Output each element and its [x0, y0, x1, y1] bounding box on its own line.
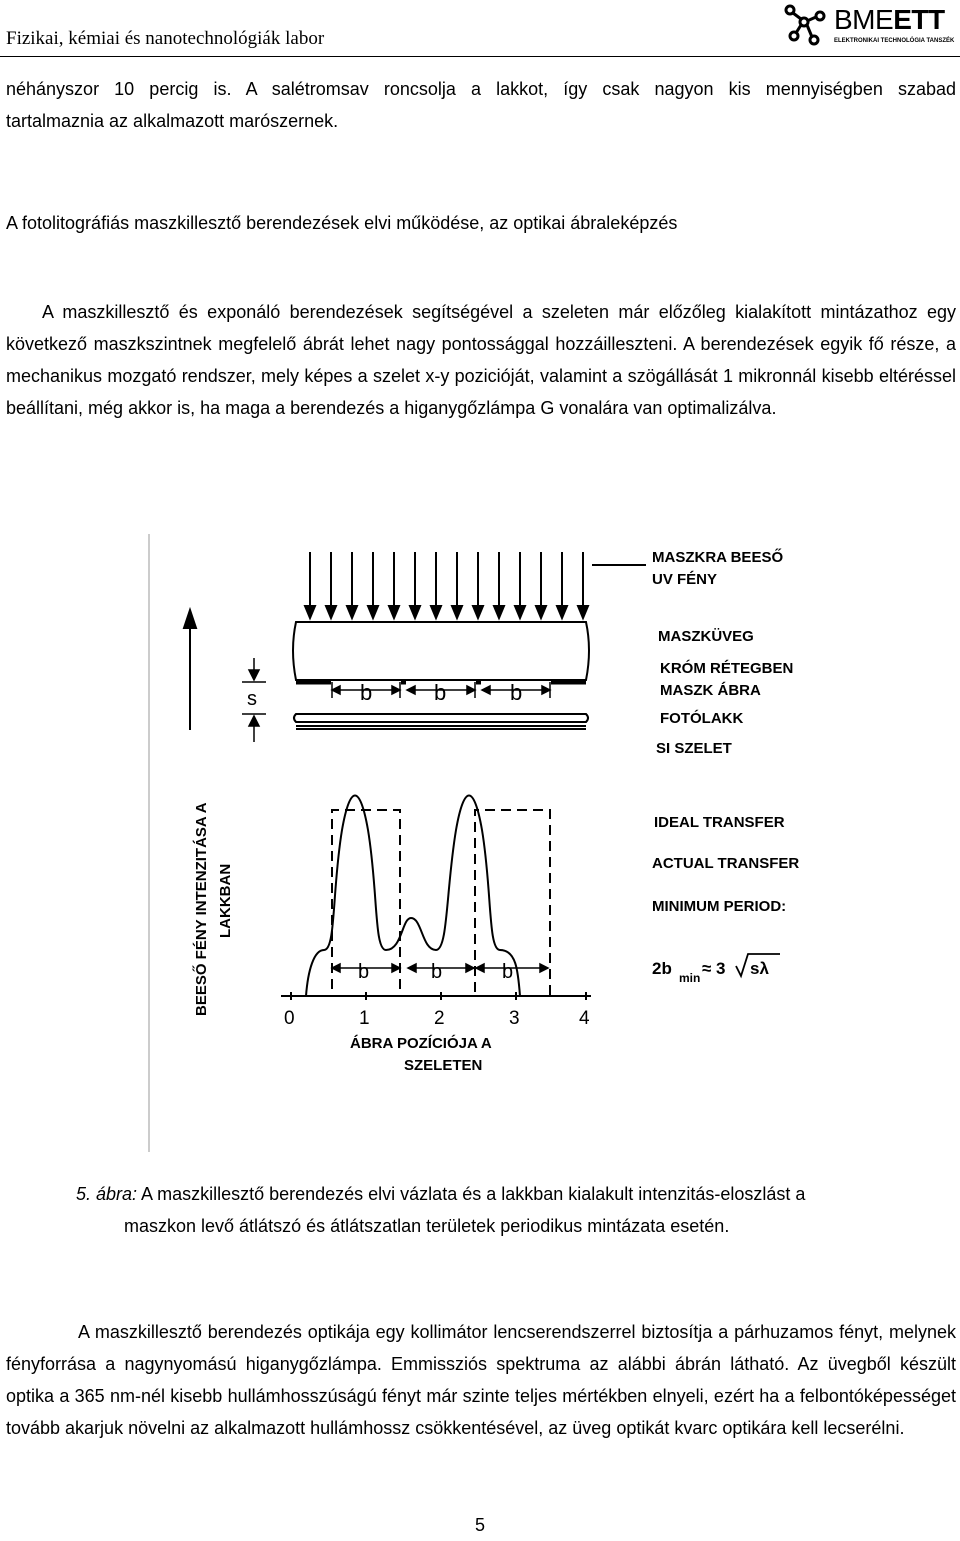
y-axis: [184, 610, 196, 730]
paragraph-mask-aligner: A maszkillesztő és exponáló berendezések segítségével a szeleten már előzőleg kialakított mintázathoz egy következő maszkszintnek megfelelő ábrát lehet nagy pontossággal hozzáilleszteni. A berendezések egyik fő része, a mechanikus mozgató rendszer, mely képes a szelet x-y pozicióját, valamint a szögállását 1 mikronnál kisebb eltéréssel beállítani, még akkor is, ha maga a berendezés a higanygőzlámpa G vonalára van optimalizálva.: [6, 302, 956, 418]
label-incident-uv-2: UV FÉNY: [652, 571, 718, 588]
label-ideal-transfer: IDEAL TRANSFER: [654, 814, 785, 831]
tick-label-2: 2: [434, 1008, 445, 1029]
label-chrome-2: MASZK ÁBRA: [660, 682, 761, 699]
tick-label-4: 4: [579, 1008, 590, 1029]
label-si-wafer: SI SZELET: [656, 740, 732, 757]
label-mask-glass: MASZKÜVEG: [658, 628, 754, 645]
mask-aligner-diagram: [146, 530, 846, 1160]
mask-glass: [293, 622, 589, 680]
x-axis-label-2: SZELETEN: [404, 1057, 483, 1074]
label-photoresist: FOTÓLAKK: [660, 710, 744, 727]
label-chrome-1: KRÓM RÉTEGBEN: [660, 660, 794, 677]
y-axis-label-2: LAKKBAN: [217, 863, 234, 938]
formula-part-c: sλ: [750, 959, 769, 978]
label-incident-uv-1: MASZKRA BEESŐ: [652, 549, 784, 566]
photoresist-wafer: [294, 714, 588, 729]
page-number: 5: [474, 1515, 485, 1535]
header-title: Fizikai, kémiai és nanotechnológiák labor: [6, 28, 325, 49]
bmeett-logo: [780, 2, 956, 50]
plot-b-label-1: b: [358, 961, 370, 983]
figure-caption: 5. ábra: A maszkillesztő berendezés elvi vázlata és a lakkban kialakult intenzitás-eloszlást a maszkon levő átlátszó és átlátszatlan területek periodikus mintázata esetén.: [76, 1184, 806, 1236]
logo-molecule-icon: [780, 2, 832, 50]
plot-b-label-3: b: [502, 961, 514, 983]
b-label-1: b: [360, 680, 373, 705]
b-label-2: b: [434, 680, 447, 705]
paragraph-continuation: néhányszor 10 percig is. A salétromsav roncsolja a lakkot, így csak nagyon kis mennyiségben szabad tartalmaznia az alkalmazott marószernek.: [6, 79, 956, 131]
tick-label-1: 1: [359, 1008, 370, 1029]
tick-label-0: 0: [284, 1008, 295, 1029]
formula-part-b: ≈ 3: [702, 959, 726, 978]
plot-b-label-2: b: [431, 961, 443, 983]
label-actual-transfer: ACTUAL TRANSFER: [652, 855, 800, 872]
paragraph-optics: A maszkillesztő berendezés optikája egy kollimátor lencserendszerrel biztosítja a párhuzamos fényt, melynek fényforrása a nagynyomású higanygőzlámpa. Emmissziós spektruma az alábbi ábrán látható. Az üvegből készült optika a 365 nm-nél kisebb hullámhosszúságú fényt már szinte teljes mértékben elnyeli, ezért ha a felbontóképességet tovább akarjuk növelni az alkalmazott hullámhossz csökkentésével, az üveg optikát kvarc optikára kell lecserélni.: [6, 1322, 956, 1438]
figure-5-diagram: [146, 530, 846, 1160]
section-heading: A fotolitográfiás maszkillesztő berendezések elvi működése, az optikai ábraleképzés: [6, 213, 678, 233]
y-axis-label-1: BEESŐ FÉNY INTENZITÁSA A: [193, 802, 210, 1016]
page-header: [0, 0, 960, 57]
formula-subscript: min: [679, 971, 701, 985]
tick-label-3: 3: [509, 1008, 520, 1029]
b-label-3: b: [510, 680, 523, 705]
label-minimum-period: MINIMUM PERIOD:: [652, 898, 787, 915]
logo-wordmark: BMEETT: [834, 4, 945, 35]
x-axis-label-1: ÁBRA POZÍCIÓJA A: [350, 1035, 492, 1052]
logo-subtitle: ELEKTRONIKAI TECHNOLÓGIA TANSZÉK: [834, 38, 955, 44]
formula-part-a: 2b: [652, 959, 672, 978]
s-label: s: [247, 688, 257, 710]
uv-arrows: [305, 552, 588, 618]
